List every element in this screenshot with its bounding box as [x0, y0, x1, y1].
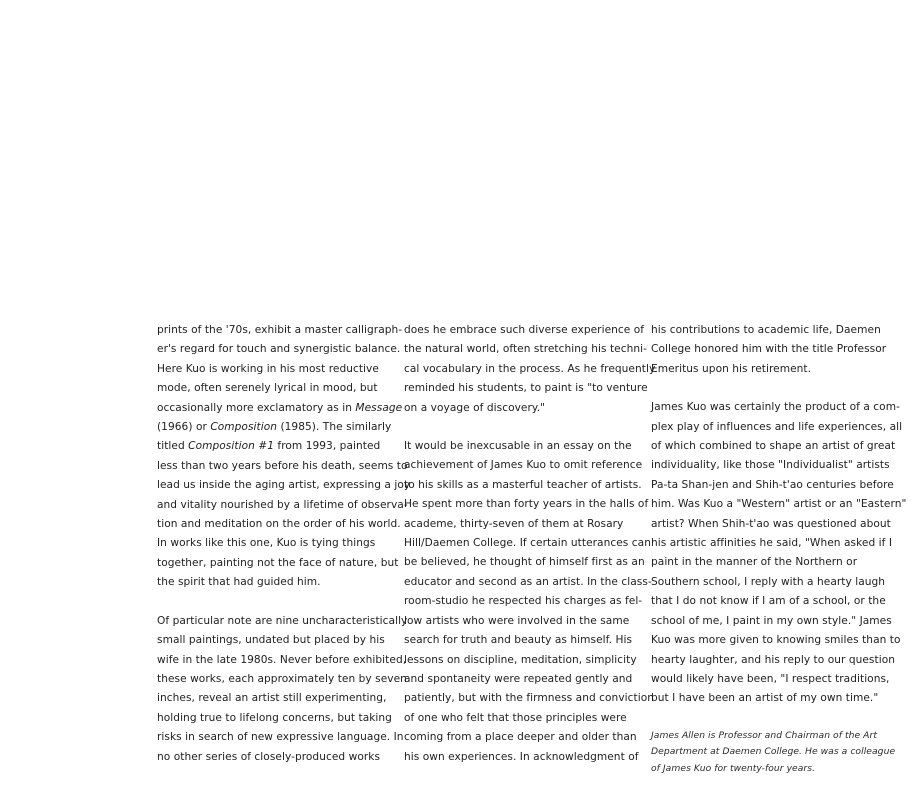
text-line: plex play of influences and life experiences, all — [651, 420, 903, 433]
text-line: his contributions to academic life, Daemen — [651, 324, 881, 336]
text-line: room-studio he respected his charges as fel- — [404, 595, 643, 608]
essay-column-1 — [157, 321, 411, 786]
text-line: occasionally more exclamatory as in Message — [157, 401, 403, 414]
text-line: inches, reveal an artist still experimenting, — [157, 692, 387, 705]
text-line: and spontaneity were repeated gently and — [404, 672, 633, 685]
essay-column-2 — [404, 321, 656, 786]
text-line: Department at Daemen College. He was a colleague — [651, 746, 896, 758]
text-line: low artists who were involved in the same — [404, 614, 630, 627]
text-line: Emeritus upon his retirement. — [651, 362, 812, 375]
author-credit — [651, 728, 896, 778]
paragraph-teacher — [404, 437, 654, 767]
text-line: but I have been an artist of my own time." — [651, 692, 879, 705]
paragraph-natural-world — [404, 321, 656, 418]
text-line: James Allen is Professor and Chairman of the Art — [651, 729, 877, 741]
text-line: no other series of closely-produced works — [157, 750, 381, 763]
text-line: of one who felt that those principles were — [404, 711, 627, 724]
text-line: Kuo was more given to knowing smiles than to — [651, 634, 901, 647]
text-line: to his skills as a masterful teacher of artists. — [404, 478, 642, 491]
text-line: Hill/Daemen College. If certain utterances can — [404, 537, 651, 550]
text-line: individuality, like those "Individualist" artists — [651, 459, 890, 472]
text-line: educator and second as an artist. In the class- — [404, 575, 652, 588]
text-line: It would be inexcusable in an essay on the — [404, 440, 632, 453]
text-line: coming from a place deeper and older than — [404, 731, 637, 744]
text-line: hearty laughter, and his reply to our question — [651, 653, 895, 666]
text-line: mode, often serenely lyrical in mood, but — [157, 382, 378, 395]
text-line: He spent more than forty years in the halls of — [404, 498, 649, 511]
text-line: his own experiences. In acknowledgment of — [404, 750, 639, 763]
text-line: In works like this one, Kuo is tying things — [157, 537, 376, 550]
text-line: the natural world, often stretching his techni- — [404, 343, 648, 356]
text-line: lead us inside the aging artist, expressing a joy — [157, 479, 411, 492]
text-line: together, painting not the face of nature, but — [157, 556, 399, 569]
paragraph-small-paintings — [157, 612, 408, 767]
paragraph-calligraphy — [157, 321, 411, 593]
text-line: cal vocabulary in the process. As he frequently — [404, 362, 656, 375]
text-line: Pa-ta Shan-jen and Shih-t'ao centuries before — [651, 478, 894, 491]
text-line: academe, thirty-seven of them at Rosary — [404, 517, 624, 530]
text-line: would likely have been, "I respect traditions, — [651, 672, 890, 685]
text-line: his artistic affinities he said, "When asked if I — [651, 537, 893, 550]
text-line: lessons on discipline, meditation, simplicity — [404, 653, 637, 666]
text-line: titled Composition #1 from 1993, painted — [157, 440, 381, 453]
text-line: achievement of James Kuo to omit reference — [404, 459, 643, 472]
text-line: er's regard for touch and synergistic balance. — [157, 343, 401, 356]
text-line: small paintings, undated but placed by his — [157, 634, 385, 647]
text-line: these works, each approximately ten by seven — [157, 672, 407, 685]
text-line: school of me, I paint in my own style." James — [651, 614, 892, 627]
text-line: College honored him with the title Professor — [651, 343, 887, 356]
text-line: less than two years before his death, seems to — [157, 459, 408, 472]
text-line: that I do not know if I am of a school, or the — [651, 595, 886, 608]
text-line: prints of the '70s, exhibit a master calligraph- — [157, 324, 403, 336]
text-line: James Kuo was certainly the product of a com- — [651, 401, 900, 414]
paragraph-emeritus — [651, 321, 887, 379]
text-line: (1966) or Composition (1985). The similarly — [157, 421, 392, 434]
text-line: him. Was Kuo a "Western" artist or an "Eastern" — [651, 498, 907, 511]
essay-column-3 — [651, 321, 907, 796]
paragraph-influences — [651, 398, 907, 709]
text-line: Southern school, I reply with a hearty laugh — [651, 575, 886, 588]
text-line: be believed, he thought of himself first as an — [404, 556, 645, 569]
text-line: does he embrace such diverse experience of — [404, 324, 645, 336]
text-line: artist? When Shih-t'ao was questioned about — [651, 517, 891, 530]
text-line: patiently, but with the firmness and conviction — [404, 692, 654, 705]
text-line: paint in the manner of the Northern or — [651, 556, 858, 569]
text-line: search for truth and beauty as himself. His — [404, 634, 633, 647]
text-line: wife in the late 1980s. Never before exhibited, — [157, 653, 407, 666]
text-line: Here Kuo is working in his most reductive — [157, 362, 379, 375]
text-line: of James Kuo for twenty-four years. — [651, 762, 816, 774]
text-line: of which combined to shape an artist of great — [651, 440, 896, 453]
text-line: reminded his students, to paint is "to venture — [404, 382, 648, 395]
text-line: the spirit that had guided him. — [157, 576, 321, 589]
text-line: holding true to lifelong concerns, but taking — [157, 711, 392, 724]
text-line: Of particular note are nine uncharacteristically — [157, 614, 408, 627]
text-line: risks in search of new expressive language. In — [157, 731, 404, 744]
text-line: tion and meditation on the order of his world. — [157, 518, 401, 531]
text-line: on a voyage of discovery." — [404, 401, 546, 414]
text-line: and vitality nourished by a lifetime of observa- — [157, 498, 408, 511]
